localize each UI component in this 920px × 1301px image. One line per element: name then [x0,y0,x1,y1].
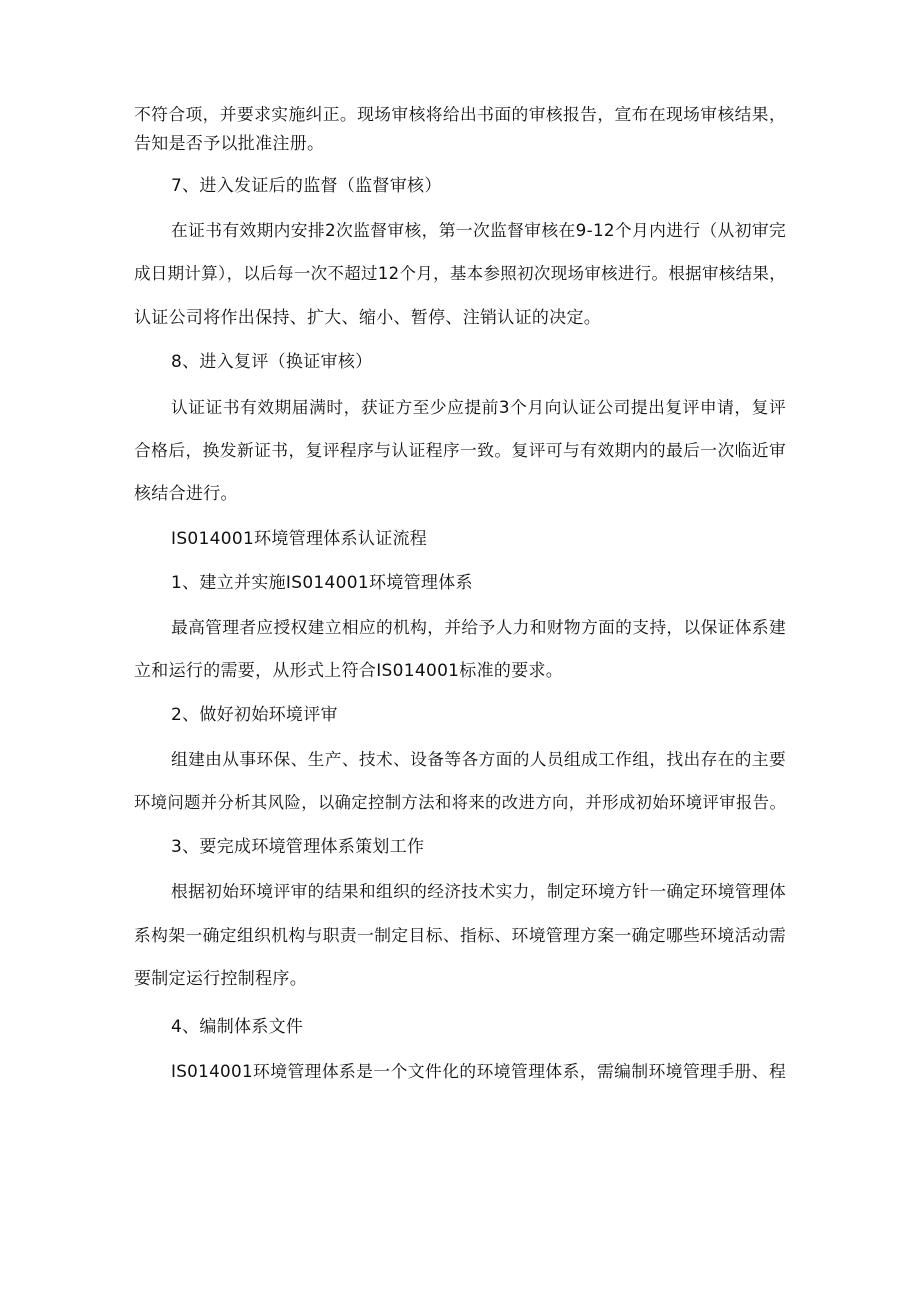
paragraph-line: 合格后，换发新证书，复评程序与认证程序一致。复评可与有效期内的最后一次临近审 [134,440,786,460]
paragraph-line: 立和运行的需要，从形式上符合IS014001标准的要求。 [134,661,564,681]
section-heading: 1、建立并实施IS014001环境管理体系 [171,573,473,593]
paragraph-line: 组建由从事环保、生产、技术、设备等各方面的人员组成工作组，找出存在的主要 [171,749,786,769]
section-heading: 3、要完成环境管理体系策划工作 [171,837,425,857]
paragraph-line: 告知是否予以批准注册。 [134,134,325,154]
paragraph-line: 要制定运行控制程序。 [134,969,307,989]
paragraph-line: 认证证书有效期届满时，获证方至少应提前3个月向认证公司提出复评申请，复评 [171,397,786,417]
paragraph-line: 成日期计算），以后每一次不超过12个月，基本参照初次现场审核进行。根据审核结果， [134,264,786,283]
section-heading: 8、进入复评（换证审核） [171,352,373,372]
paragraph-line: 根据初始环境评审的结果和组织的经济技术实力，制定环境方针一确定环境管理体 [171,881,786,901]
section-title: IS014001环境管理体系认证流程 [171,529,428,549]
section-heading: 2、做好初始环境评审 [171,705,338,725]
paragraph-line: 环境问题并分析其风险，以确定控制方法和将来的改进方向，并形成初始环境评审报告。 [134,793,786,812]
paragraph-line: 核结合进行。 [134,484,238,504]
paragraph-line: 最高管理者应授权建立相应的机构，并给予人力和财物方面的支持，以保证体系建 [171,617,786,637]
section-heading: 4、编制体系文件 [171,1017,304,1037]
section-heading: 7、进入发证后的监督（监督审核） [171,176,442,196]
paragraph-line: 在证书有效期内安排2次监督审核，第一次监督审核在9-12个月内进行（从初审完 [171,220,786,240]
paragraph-line: 不符合项，并要求实施纠正。现场审核将给出书面的审核报告，宣布在现场审核结果， [134,104,786,124]
paragraph-line: IS014001环境管理体系是一个文件化的环境管理体系，需编制环境管理手册、程 [171,1061,786,1081]
paragraph-line: 系构架一确定组织机构与职责一制定目标、指标、环境管理方案一确定哪些环境活动需 [134,925,786,945]
paragraph-line: 认证公司将作出保持、扩大、缩小、暂停、注销认证的决定。 [134,308,602,328]
